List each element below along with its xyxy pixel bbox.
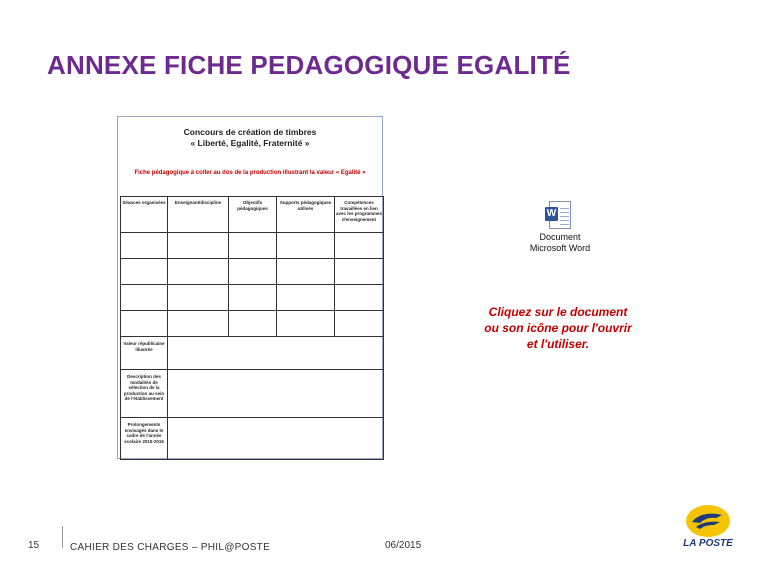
cta-line1: Cliquez sur le document xyxy=(488,305,628,319)
word-document-icon[interactable] xyxy=(545,201,575,233)
table-row xyxy=(121,337,384,370)
word-icon-label-line1: Document xyxy=(539,232,581,242)
table-cell xyxy=(277,285,335,311)
call-to-action xyxy=(458,304,658,352)
table-row xyxy=(121,259,384,285)
fiche-table xyxy=(120,196,384,460)
text-line xyxy=(560,212,569,213)
cta-line3: et l'utiliser. xyxy=(526,337,590,351)
table-cell xyxy=(121,311,168,337)
table-row xyxy=(121,285,384,311)
table-header: Compétences travaillées en lien avec les programmes d'enseignement xyxy=(335,197,384,233)
table-header: Enseignant/discipline xyxy=(168,197,229,233)
embedded-document-preview[interactable] xyxy=(117,116,383,459)
table-cell xyxy=(335,311,384,337)
table-row xyxy=(121,311,384,337)
slide-title: ANNEXE FICHE PEDAGOGIQUE EGALITÉ xyxy=(47,50,571,80)
word-badge-icon: W xyxy=(546,208,557,219)
table-cell xyxy=(168,311,229,337)
table-cell xyxy=(168,233,229,259)
table-cell xyxy=(168,337,384,370)
page-number: 15 xyxy=(28,540,40,551)
text-line xyxy=(560,220,569,221)
cta-line2: ou son icône pour l'ouvrir xyxy=(484,321,632,335)
table-cell xyxy=(335,233,384,259)
logo-text: LA POSTE xyxy=(683,538,733,549)
footer-text: CAHIER DES CHARGES – PHIL@POSTE xyxy=(70,542,271,553)
table-cell xyxy=(121,259,168,285)
table-header: Objectifs pédagogiques xyxy=(229,197,277,233)
table-cell xyxy=(168,418,384,460)
table-row xyxy=(121,418,384,460)
table-cell xyxy=(121,285,168,311)
word-icon-label-line2: Microsoft Word xyxy=(529,243,591,253)
row-label: Description des modalités de sélection de la production au sein de l'établissement xyxy=(121,370,168,418)
table-cell xyxy=(229,233,277,259)
table-row xyxy=(121,233,384,259)
table-row xyxy=(121,370,384,418)
document-heading-line1: Concours de création de timbres xyxy=(183,127,317,137)
table-cell xyxy=(168,285,229,311)
table-header: Séances organisées xyxy=(121,197,168,233)
document-heading xyxy=(118,127,382,149)
table-cell xyxy=(335,285,384,311)
la-poste-logo xyxy=(676,502,740,552)
text-line xyxy=(560,208,569,209)
table-header: Supports pédagogiques utilisés xyxy=(277,197,335,233)
table-cell xyxy=(168,370,384,418)
la-poste-bird-icon xyxy=(676,502,740,540)
table-cell xyxy=(168,259,229,285)
footer-date: 06/2015 xyxy=(385,540,422,551)
document-subtitle: Fiche pédagogique à coller au dos de la production illustrant la valeur « Egalité » xyxy=(134,170,366,176)
row-label: Prolongements envisagés dans le cadre de l'année scolaire 2015-2016 xyxy=(121,418,168,460)
text-line xyxy=(560,224,569,225)
table-cell xyxy=(229,259,277,285)
table-cell xyxy=(277,259,335,285)
word-icon-label[interactable] xyxy=(505,232,615,254)
document-heading-line2: « Liberté, Egalité, Fraternité » xyxy=(190,138,310,148)
footer-divider xyxy=(62,526,63,548)
table-cell xyxy=(121,233,168,259)
table-cell xyxy=(229,285,277,311)
text-line xyxy=(560,216,569,217)
table-cell xyxy=(335,259,384,285)
table-header-row xyxy=(121,197,384,233)
row-label: Valeur républicaine illustrée xyxy=(121,337,168,370)
table-cell xyxy=(229,311,277,337)
table-cell xyxy=(277,233,335,259)
table-cell xyxy=(277,311,335,337)
